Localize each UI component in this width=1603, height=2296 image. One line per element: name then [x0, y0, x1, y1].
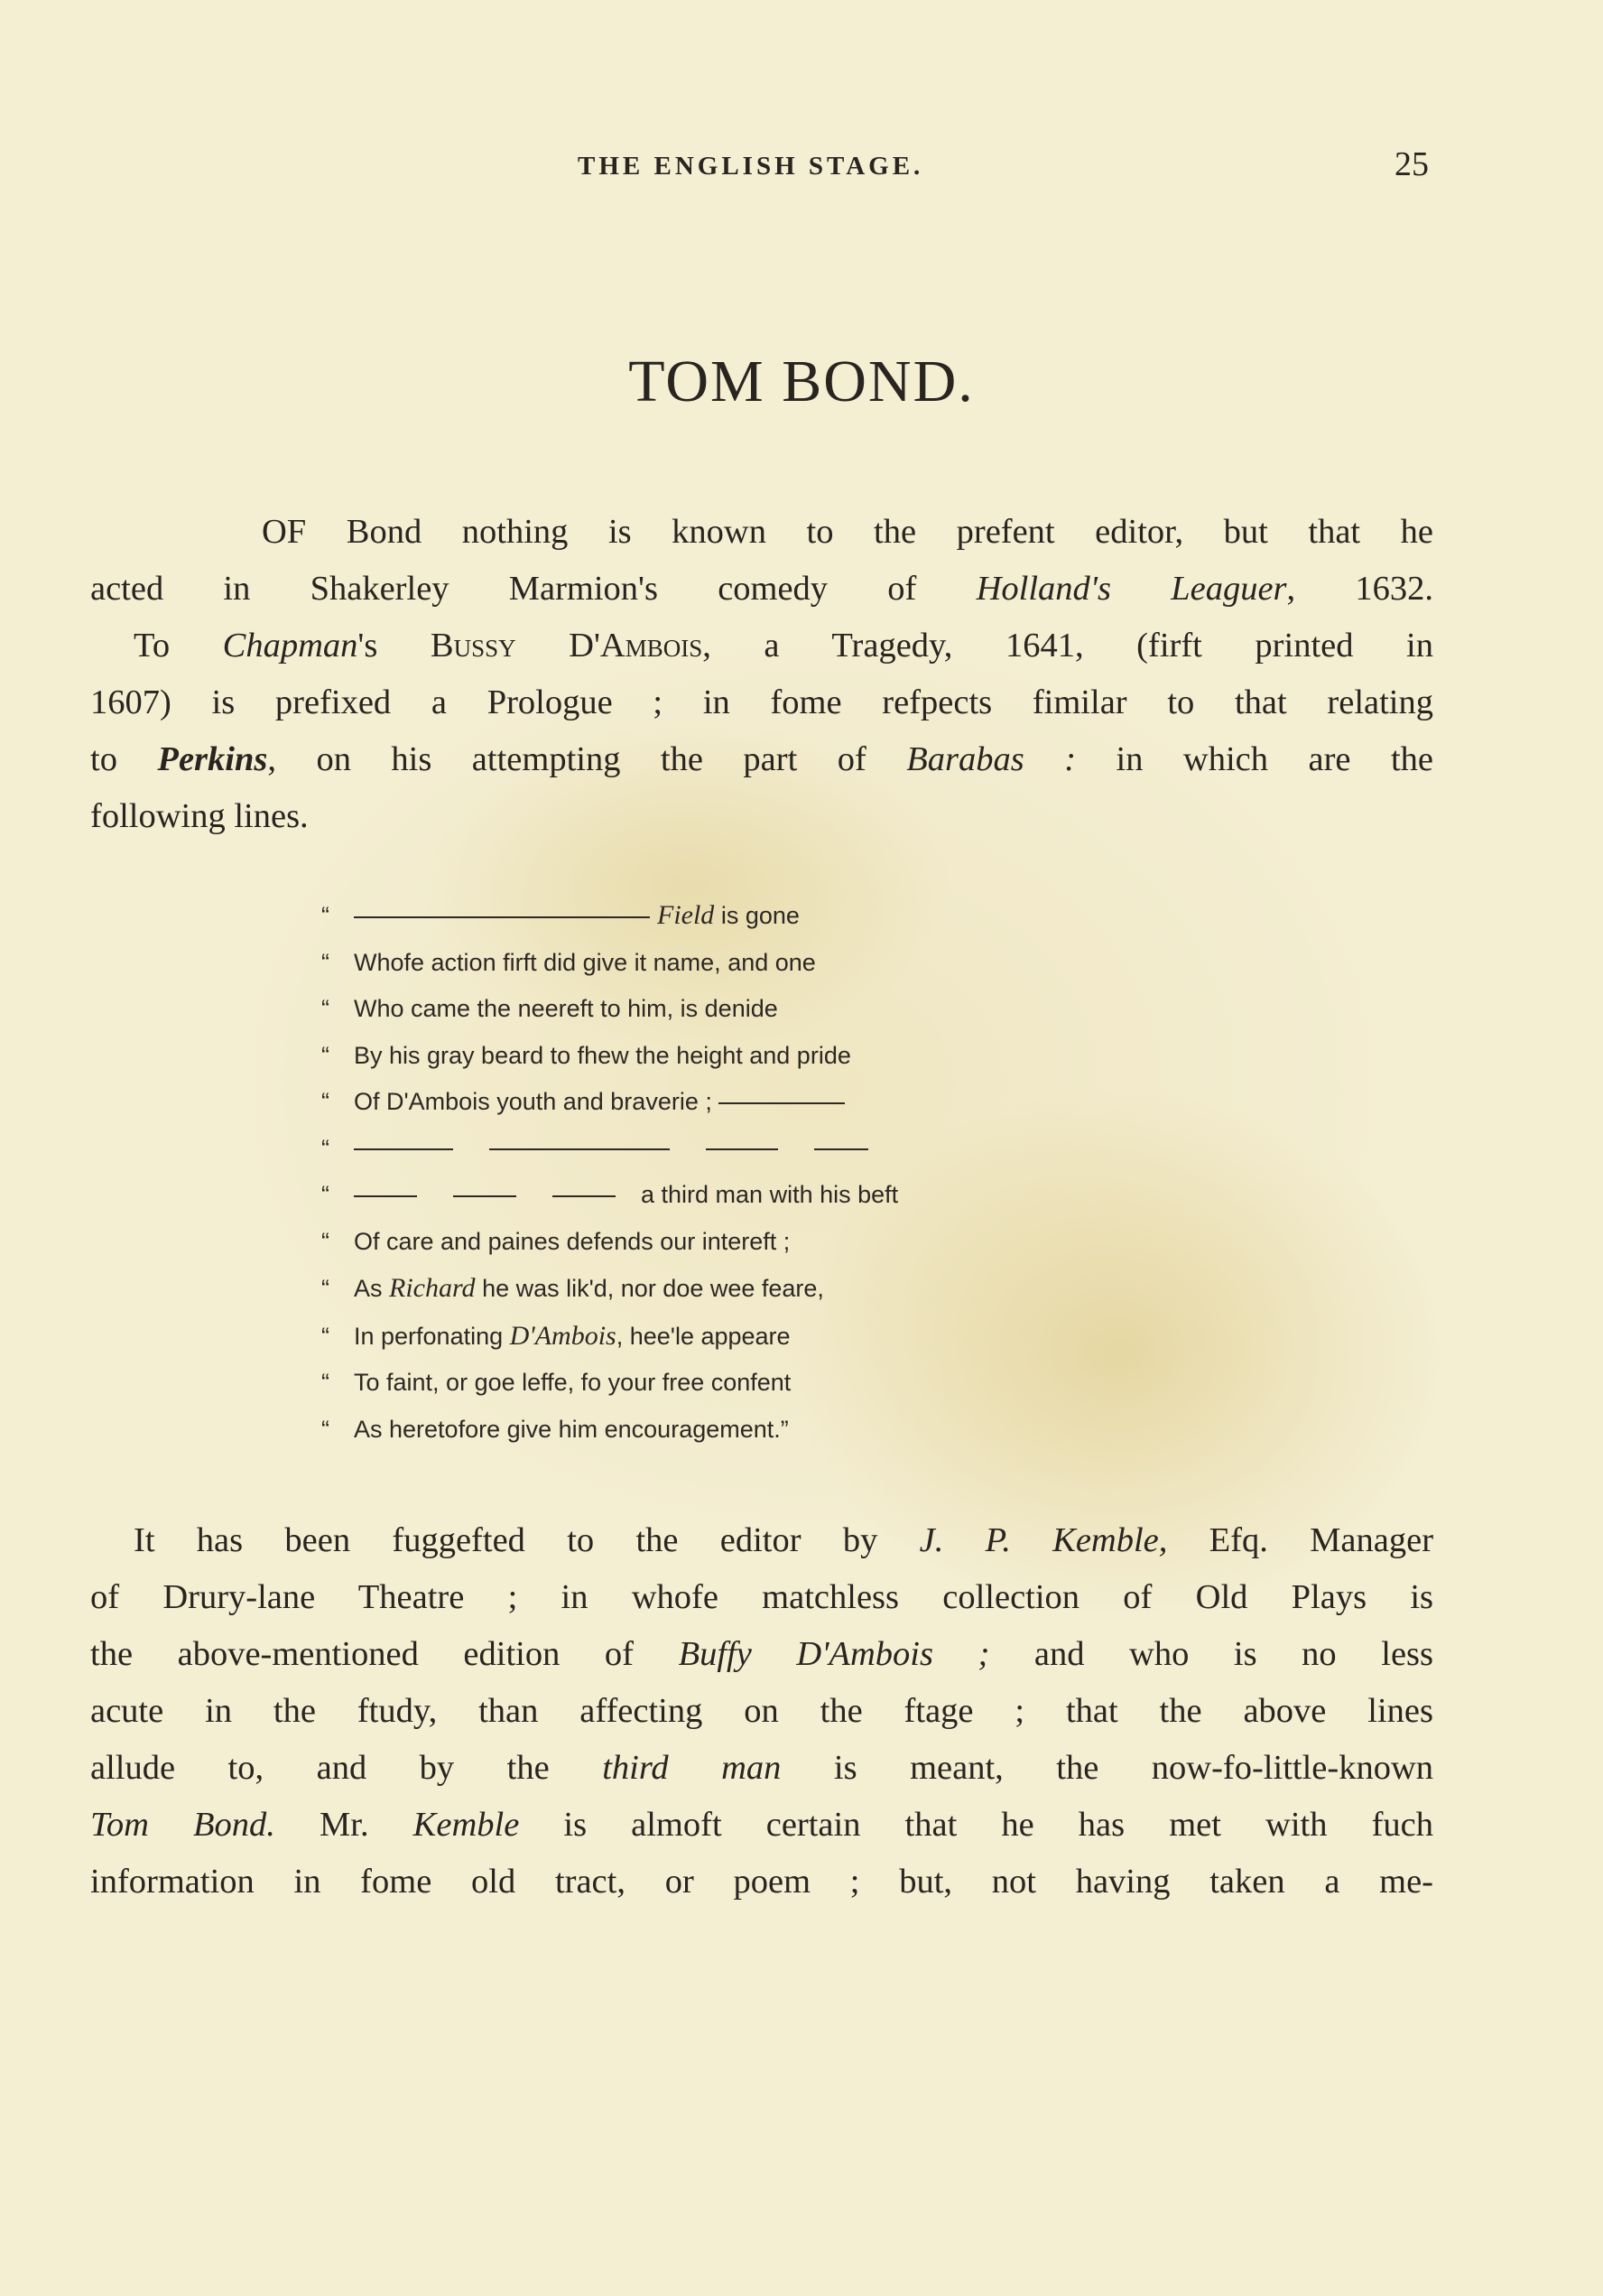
text: he was lik'd, nor doe wee feare,: [475, 1275, 824, 1302]
text: To faint, or goe leffe, fo your free confent: [354, 1369, 792, 1396]
verse-line-7: [321, 1172, 1134, 1219]
text: Mr.: [274, 1806, 413, 1844]
text: Efq. Manager: [1167, 1521, 1434, 1559]
quote-mark: “: [321, 1227, 329, 1255]
text: It has been fuggefted to the editor by: [134, 1521, 920, 1559]
text: 's: [357, 627, 431, 665]
para1-line-3: [90, 618, 1433, 674]
verse-line-1: [321, 892, 1134, 940]
para1-line-2: [90, 561, 1433, 618]
dash-rule: [354, 1148, 453, 1150]
person-name: Tom Bond.: [90, 1806, 275, 1844]
text: Who came the neereft to him, is denide: [354, 995, 778, 1022]
running-head: THE ENGLISH STAGE.: [578, 152, 924, 181]
paragraph-1: [90, 504, 1433, 845]
quote-mark: “: [321, 1134, 329, 1162]
text: allude to, and by the: [90, 1749, 603, 1787]
quote-mark: “: [321, 948, 329, 976]
para2-line-6: [90, 1797, 1433, 1854]
dash-rule: [354, 1195, 417, 1197]
text: and who is no less: [989, 1635, 1433, 1673]
text: , 1632.: [1286, 570, 1434, 608]
verse-line-11: [321, 1360, 1134, 1407]
dash-rule: [814, 1148, 868, 1150]
dash-rule: [489, 1148, 670, 1150]
text: the above-mentioned edition of: [90, 1635, 679, 1673]
para1-line-4: 1607) is prefixed a Prologue ; in fome refpects fimilar to that relating: [90, 683, 1433, 721]
quote-mark: “: [321, 1041, 329, 1069]
actor-name: Perkins: [157, 740, 268, 778]
text: is meant, the now-fo-little-known: [781, 1749, 1433, 1787]
role-name: Richard: [389, 1273, 476, 1303]
person-name: J. P. Kemble,: [919, 1521, 1168, 1559]
text: By his gray beard to fhew the height and pride: [354, 1041, 851, 1069]
verse-line-12: [321, 1407, 1134, 1454]
text: Of care and paines defends our intereft ;: [354, 1227, 791, 1255]
verse-line-9: [321, 1265, 1134, 1313]
quote-mark: “: [321, 1322, 329, 1350]
text: To: [134, 627, 223, 665]
play-title: Holland's Leaguer: [976, 570, 1287, 608]
quote-mark: “: [321, 1088, 329, 1115]
para2-line-2: of Drury-lane Theatre ; in whofe matchless collection of Old Plays is: [90, 1578, 1433, 1616]
prologue-verse: [321, 892, 1134, 1453]
dash-rule: [354, 916, 650, 918]
person-name: Kemble: [412, 1806, 520, 1844]
dash-rule: [552, 1195, 616, 1197]
role-name: D'Ambois: [509, 1320, 616, 1351]
verse-line-2: [321, 940, 1134, 987]
emphasis: third man: [602, 1749, 782, 1787]
text: is gone: [714, 902, 800, 929]
dash-rule: [706, 1148, 778, 1150]
para2-line-5: [90, 1740, 1433, 1797]
para2-line-4: acute in the ftudy, than affecting on the ftage ; that the above lines: [90, 1692, 1433, 1730]
quote-mark: “: [321, 1415, 329, 1443]
text: is almoft certain that he has met with fuch: [519, 1806, 1433, 1844]
author-name: Chapman: [222, 627, 358, 665]
text: in which are the: [1076, 740, 1433, 778]
para1-line-5: [90, 731, 1433, 788]
quote-mark: “: [321, 1181, 329, 1208]
para1-line-1: OF Bond nothing is known to the prefent editor, but that he: [262, 513, 1433, 551]
verse-line-6: [321, 1126, 1134, 1173]
play-title: Buffy D'Ambois ;: [678, 1635, 990, 1673]
chapter-title: TOM BOND.: [628, 349, 975, 414]
para2-line-1: [90, 1512, 1433, 1569]
quote-mark: “: [321, 902, 329, 929]
text: Of D'Ambois youth and braverie ;: [354, 1088, 712, 1115]
text: to: [90, 740, 158, 778]
verse-line-8: [321, 1219, 1134, 1266]
para2-line-3: [90, 1626, 1433, 1683]
text: , a Tragedy, 1641, (firft printed in: [702, 627, 1433, 665]
text: a third man with his beft: [641, 1181, 899, 1208]
text: , hee'le appeare: [616, 1322, 791, 1350]
text: acted in Shakerley Marmion's comedy of: [90, 570, 977, 608]
text: In perfonating: [354, 1322, 510, 1350]
para2-line-7: information in fome old tract, or poem ; but, not having taken a me-: [90, 1863, 1433, 1901]
role-name: Barabas :: [906, 740, 1077, 778]
quote-mark: “: [321, 995, 329, 1022]
play-title: Bussy D'Ambois: [430, 627, 703, 665]
text: , on his attempting the part of: [267, 740, 907, 778]
quote-mark: “: [321, 1275, 329, 1302]
actor-name: Field: [657, 900, 715, 930]
quote-mark: “: [321, 1369, 329, 1396]
page-number: 25: [1395, 145, 1429, 183]
verse-line-4: [321, 1033, 1134, 1080]
verse-line-10: [321, 1313, 1134, 1361]
text: As heretofore give him encouragement.”: [354, 1415, 789, 1443]
dash-rule: [718, 1102, 845, 1104]
text: As: [354, 1275, 390, 1302]
paragraph-2: [90, 1512, 1433, 1910]
para1-line-6: following lines.: [90, 797, 309, 835]
dash-rule: [453, 1195, 516, 1197]
verse-line-5: [321, 1079, 1134, 1126]
verse-line-3: [321, 986, 1134, 1033]
text: Whofe action firft did give it name, and one: [354, 948, 816, 976]
